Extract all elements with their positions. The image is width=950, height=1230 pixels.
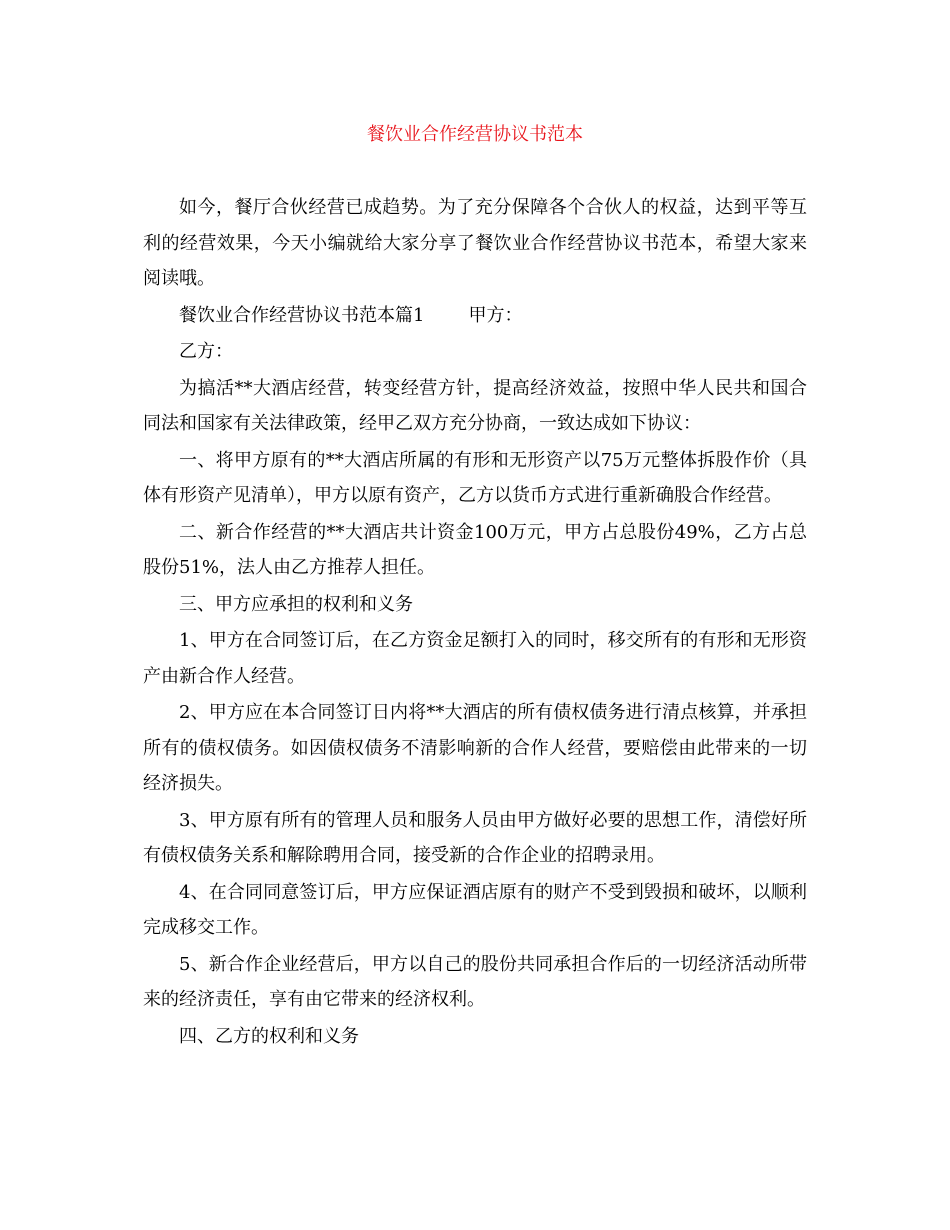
clause-2: 二、新合作经营的**大酒店共计资金100万元，甲方占总股份49%，乙方占总股份51%，法人由乙方推荐人担任。 xyxy=(143,521,807,578)
party-a-label: 甲方： xyxy=(468,304,523,326)
clause-4-heading: 四、乙方的权利和义务 xyxy=(179,1025,359,1047)
preamble-paragraph: 为搞活**大酒店经营，转变经营方针，提高经济效益，按照中华人民共和国合同法和国家有关法律政策，经甲乙双方充分协商，一致达成如下协议： xyxy=(143,377,807,434)
clause-3-item-2: 2、甲方应在本合同签订日内将**大酒店的所有债权债务进行清点核算，并承担所有的债权债务。如因债权债务不清影响新的合作人经营，要赔偿由此带来的一切经济损失。 xyxy=(143,702,807,794)
clause-3-item-3: 3、甲方原有所有的管理人员和服务人员由甲方做好必要的思想工作，清偿好所有债权债务关系和解除聘用合同，接受新的合作企业的招聘录用。 xyxy=(143,809,807,866)
document-title: 餐饮业合作经营协议书范本 xyxy=(367,124,583,145)
clause-3-heading: 三、甲方应承担的权利和义务 xyxy=(179,593,413,615)
clause-3-item-4: 4、在合同同意签订后，甲方应保证酒店原有的财产不受到毁损和破坏，以顺利完成移交工作。 xyxy=(143,881,807,938)
party-b-label: 乙方： xyxy=(179,341,233,362)
document-body xyxy=(143,190,807,1055)
intro-paragraph: 如今，餐厅合伙经营已成趋势。为了充分保障各个合伙人的权益，达到平等互利的经营效果，今天小编就给大家分享了餐饮业合作经营协议书范本，希望大家来阅读哦。 xyxy=(143,197,807,289)
clause-1: 一、将甲方原有的**大酒店所属的有形和无形资产以75万元整体拆股作价（具体有形资产见清单），甲方以原有资产，乙方以货币方式进行重新确股合作经营。 xyxy=(143,449,807,506)
clause-3-item-1: 1、甲方在合同签订后，在乙方资金足额打入的同时，移交所有的有形和无形资产由新合作人经营。 xyxy=(143,630,807,687)
clause-3-item-5: 5、新合作企业经营后，甲方以自己的股份共同承担合作后的一切经济活动所带来的经济责任，享有由它带来的经济权利。 xyxy=(143,953,807,1010)
section-heading-line xyxy=(143,298,807,334)
section-heading: 餐饮业合作经营协议书范本篇1 xyxy=(179,304,425,326)
